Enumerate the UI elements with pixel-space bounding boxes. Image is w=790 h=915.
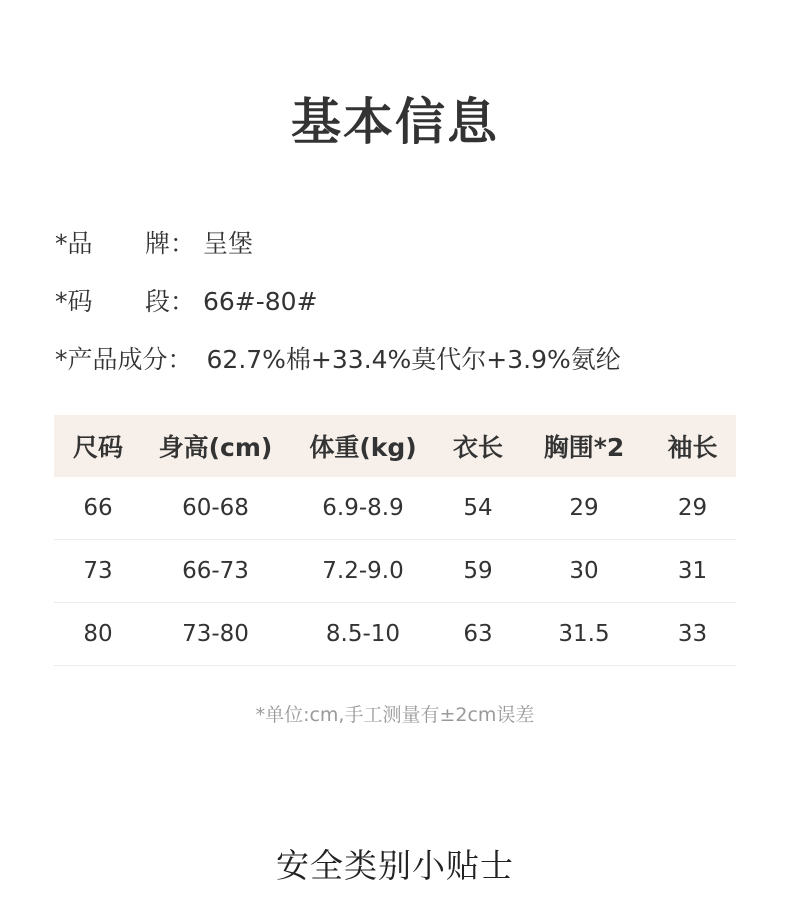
table-cell: 60-68 xyxy=(142,477,289,540)
table-cell: 59 xyxy=(437,540,519,603)
header-size: 尺码 xyxy=(72,433,123,462)
table-cell: 54 xyxy=(437,477,519,540)
table-cell: 29 xyxy=(649,477,736,540)
header-sleeve: 袖长 xyxy=(667,433,718,462)
table-row xyxy=(54,477,736,540)
table-cell: 7.2-9.0 xyxy=(289,540,437,603)
size-range-row xyxy=(55,282,318,318)
table-cell: 63 xyxy=(437,603,519,666)
table-header-row xyxy=(54,415,736,477)
table-cell: 31 xyxy=(649,540,736,603)
table-cell: 6.9-8.9 xyxy=(289,477,437,540)
table-cell: 66 xyxy=(54,477,142,540)
header-weight: 体重(kg) xyxy=(309,433,417,462)
brand-label-part-1: *品 xyxy=(55,229,93,258)
size-range-label-part-2: 段： xyxy=(145,287,196,316)
size-range-value: 66#-80# xyxy=(203,287,318,316)
size-range-label-part-1: *码 xyxy=(55,287,93,316)
brand-label xyxy=(55,224,203,260)
brand-label-part-2: 牌： xyxy=(145,229,196,258)
table-cell: 30 xyxy=(519,540,649,603)
header-length: 衣长 xyxy=(452,433,503,462)
size-range-label xyxy=(55,282,203,318)
section-title-safety-tips: 安全类别小贴士 xyxy=(276,846,514,885)
brand-value: 呈堡 xyxy=(203,229,254,258)
table-cell: 66-73 xyxy=(142,540,289,603)
header-height: 身高(cm) xyxy=(158,433,273,462)
page-title: 基本信息 xyxy=(291,93,499,151)
brand-row xyxy=(55,224,253,260)
table-cell: 29 xyxy=(519,477,649,540)
table-cell: 80 xyxy=(54,603,142,666)
table-cell: 73-80 xyxy=(142,603,289,666)
table-cell: 73 xyxy=(54,540,142,603)
header-chest: 胸围*2 xyxy=(543,433,625,462)
material-row xyxy=(55,340,621,376)
table-cell: 8.5-10 xyxy=(289,603,437,666)
table-row xyxy=(54,540,736,603)
material-label: *产品成分： xyxy=(55,345,193,374)
measurement-note: *单位:cm,手工测量有±2cm误差 xyxy=(255,704,535,726)
table-row xyxy=(54,603,736,666)
table-cell: 33 xyxy=(649,603,736,666)
table-cell: 31.5 xyxy=(519,603,649,666)
size-table xyxy=(54,415,736,666)
material-value: 62.7%棉+33.4%莫代尔+3.9%氨纶 xyxy=(206,345,621,374)
